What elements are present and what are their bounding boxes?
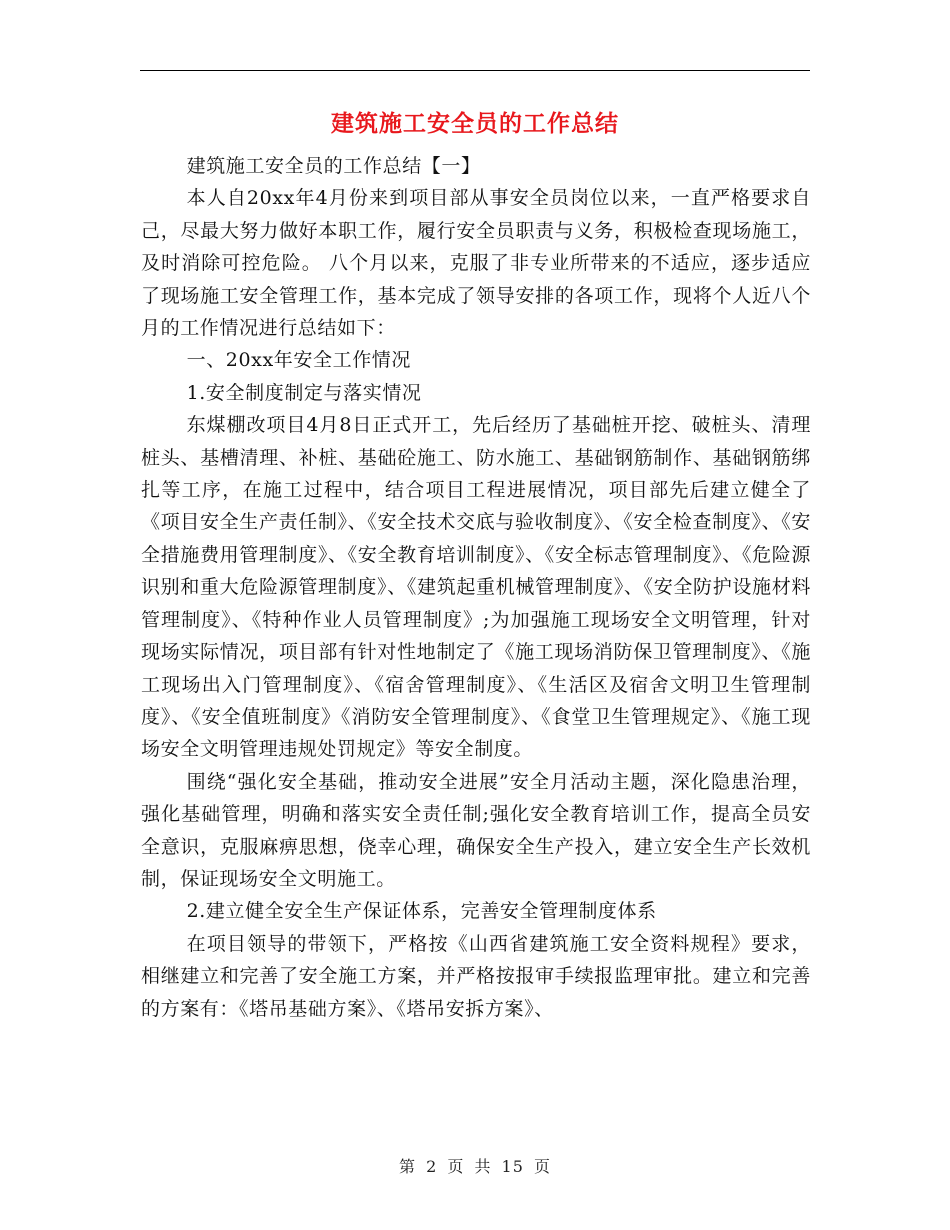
paragraph: 在项目领导的带领下，严格按《山西省建筑施工安全资料规程》要求，相继建立和完善了安全施工方案，并严格按报审手续报监理审批。建立和完善的方案有：《塔吊基础方案》、《塔吊安拆方案》、 (141, 932, 811, 1020)
paragraph: 本人自20xx年4月份来到项目部从事安全员岗位以来，一直严格要求自己，尽最大努力做好本职工作，履行安全员职责与义务，积极检查现场施工，及时消除可控危险。 八个月以来，克服了非专业所带来的不适应，逐步适应了现场施工安全管理工作，基本完成了领导安排的各项工作，现将个人近八个月的工作情况进行总结如下： (141, 187, 811, 340)
header-rule (140, 70, 810, 71)
document-title: 建筑施工安全员的工作总结 (331, 110, 619, 137)
subsection-heading: 一、20xx年安全工作情况 (186, 349, 412, 372)
page-number: 第 2 页 共 15 页 (399, 1157, 551, 1176)
subsection-heading: 2.建立健全安全生产保证体系，完善安全管理制度体系 (186, 900, 657, 923)
paragraph: 东煤棚改项目4月8日正式开工，先后经历了基础桩开挖、破桩头、清理桩头、基槽清理、补桩、基础砼施工、防水施工、基础钢筋制作、基础钢筋绑扎等工序，在施工过程中，结合项目工程进展情况，项目部先后建立健全了《项目安全生产责任制》、《安全技术交底与验收制度》、《安全检查制度》、《安全措施费用管理制度》、《安全教育培训制度》、《安全标志管理制度》、《危险源识别和重大危险源管理制度》、《建筑起重机械管理制度》、《安全防护设施材料管理制度》、《特种作业人员管理制度》;为加强施工现场安全文明管理，针对现场实际情况，项目部有针对性地制定了《施工现场消防保卫管理制度》、《施工现场出入门管理制度》、《宿舍管理制度》、《生活区及宿舍文明卫生管理制度》、《安全值班制度》《消防安全管理制度》、《食堂卫生管理规定》、《施工现场安全文明管理违规处罚规定》等安全制度。 (141, 414, 811, 761)
subsection-heading: 1.安全制度制定与落实情况 (186, 381, 422, 404)
paragraph: 围绕“强化安全基础，推动安全进展”安全月活动主题，深化隐患治理，强化基础管理，明确和落实安全责任制;强化安全教育培训工作，提高全员安全意识，克服麻痹思想，侥幸心理，确保安全生产投入，建立安全生产长效机制，保证现场安全文明施工。 (141, 770, 811, 890)
section-heading: 建筑施工安全员的工作总结【一】 (186, 155, 481, 177)
document-body (141, 150, 811, 1025)
